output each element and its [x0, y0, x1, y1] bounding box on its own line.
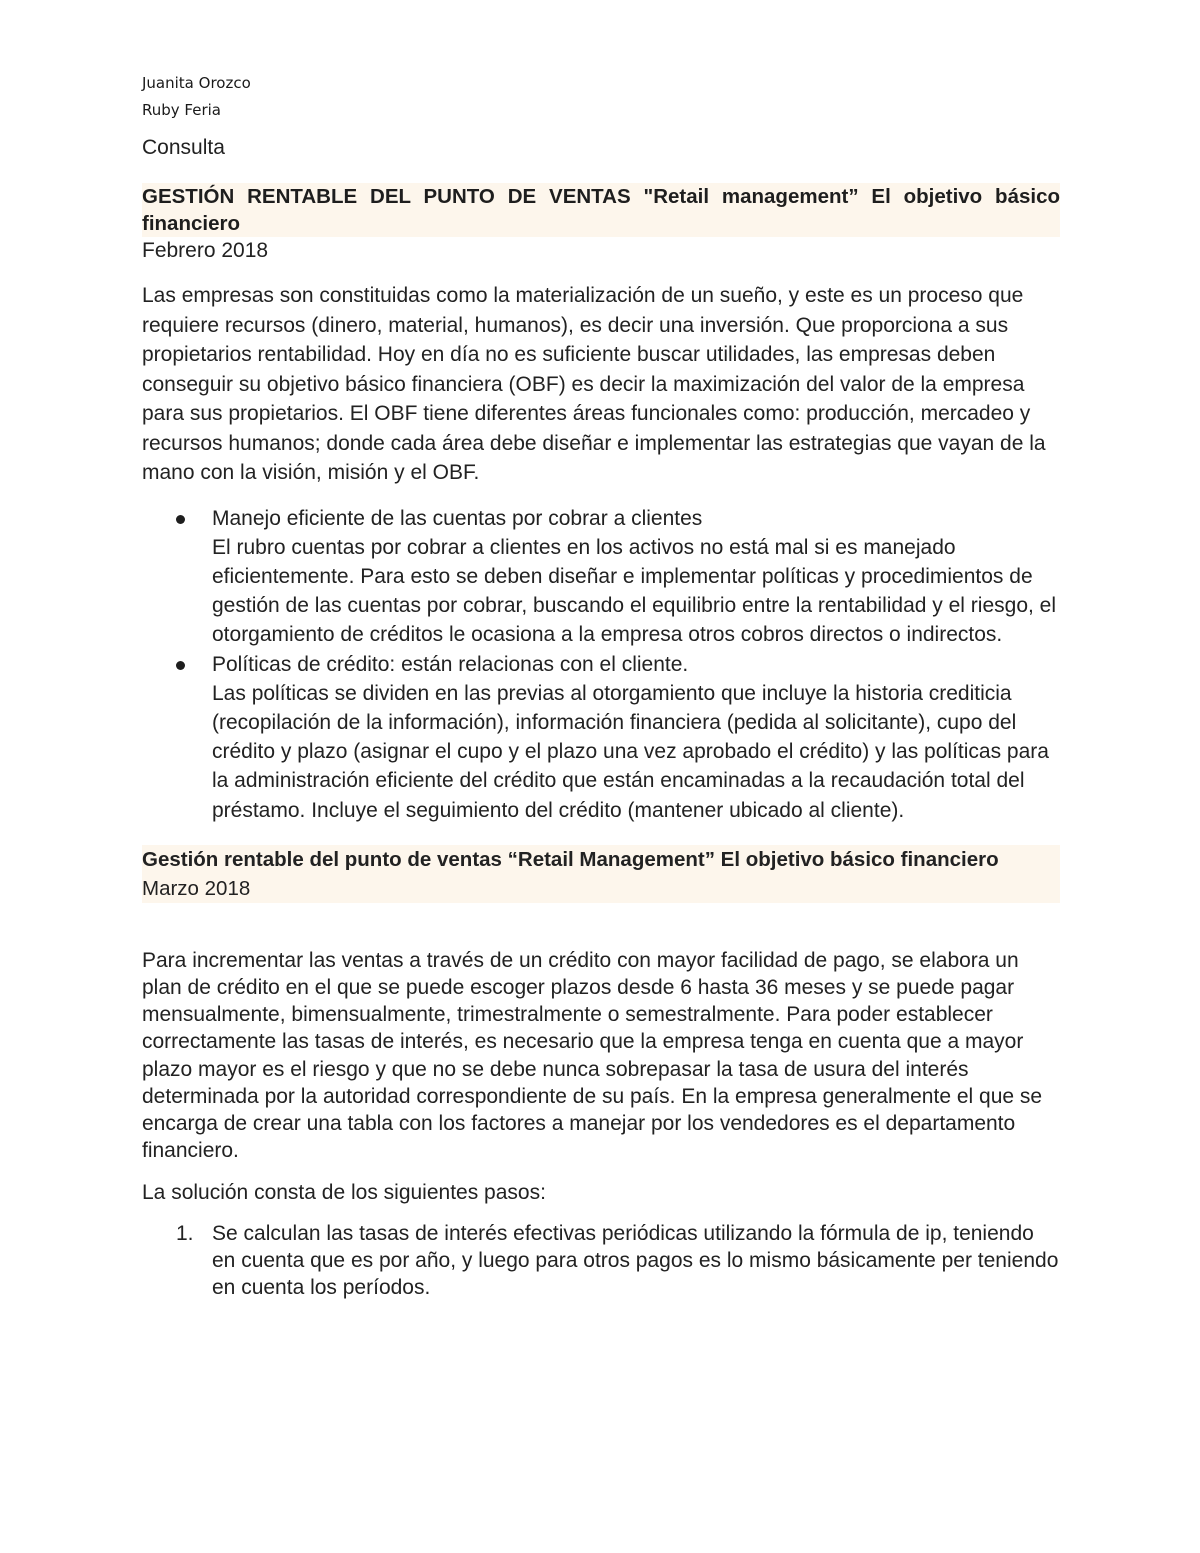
author-name: Juanita Orozco: [142, 74, 251, 92]
section-date: Marzo 2018: [142, 876, 251, 900]
list-item-text: El rubro cuentas por cobrar a clientes en los activos no está mal si es manejado eficientemente. Para esto se deben diseñar e implementar políticas y procedimientos de gestión de las cuentas por cobrar, buscando el equilibrio entre la rentabilidad y el riesgo, el otorgamiento de créditos le ocasiona a la empresa otros cobros directos o indirectos.: [212, 535, 1057, 647]
list-item: [142, 504, 1060, 650]
section-title: GESTIÓN RENTABLE DEL PUNTO DE VENTAS "Retail management” El objetivo básico financiero: [142, 185, 1060, 235]
list-item-number: 1.: [176, 1222, 194, 1246]
list-item-heading: Manejo eficiente de las cuentas por cobrar a clientes: [212, 506, 703, 530]
list-item: [142, 1220, 1060, 1301]
numbered-list: [142, 1220, 1060, 1301]
list-item-text: Las políticas se dividen en las previas al otorgamiento que incluye la historia crediticia (recopilación de la información), información financiera (pedida al solicitante), cupo del crédito y plazo (asignar el cupo y el plazo una vez aprobado el crédito) y las políticas para la administración eficiente del crédito que están encaminadas a la recaudación total del préstamo. Incluye el seguimiento del crédito (mantener ubicado al cliente).: [212, 681, 1049, 822]
list-item-heading: Políticas de crédito: están relacionas con el cliente.: [212, 652, 689, 676]
document-page: [142, 70, 1060, 1301]
body-paragraph: Las empresas son constituidas como la materialización de un sueño, y este es un proceso que requiere recursos (dinero, material, humanos), es decir una inversión. Que proporciona a sus propietarios rentabilidad. Hoy en día no es suficiente buscar utilidades, las empresas deben conseguir su objetivo básico financiera (OBF) es decir la maximización del valor de la empresa para sus propietarios. El OBF tiene diferentes áreas funcionales como: producción, mercadeo y recursos humanos; donde cada área debe diseñar e implementar las estrategias que vayan de la mano con la visión, misión y el OBF.: [142, 284, 1046, 484]
body-paragraph: Para incrementar las ventas a través de un crédito con mayor facilidad de pago, se elabora un plan de crédito en el que se puede escoger plazos desde 6 hasta 36 meses y se puede pagar mensualmente, bimensualmente, trimestralmente o semestralmente. Para poder establecer correctamente las tasas de interés, es necesario que la empresa tenga en cuenta que a mayor plazo mayor es el riesgo y que no se debe nunca sobrepasar la tasa de usura del interés determinada por la autoridad correspondiente de su país. En la empresa generalmente el que se encarga de crear una tabla con los factores a manejar por los vendedores es el departamento financiero.: [142, 948, 1043, 1163]
section-date: Febrero 2018: [142, 239, 269, 262]
bullet-icon: [176, 515, 185, 524]
section-heading: [142, 845, 1060, 903]
author-name: Ruby Feria: [142, 101, 221, 119]
steps-intro: La solución consta de los siguientes pasos:: [142, 1181, 546, 1205]
bullet-list: [142, 504, 1060, 825]
list-item: [142, 650, 1060, 825]
section-title: Gestión rentable del punto de ventas “Retail Management” El objetivo básico financiero: [142, 847, 999, 871]
bullet-icon: [176, 661, 185, 670]
list-item-text: Se calculan las tasas de interés efectivas periódicas utilizando la fórmula de ip, teniendo en cuenta que es por año, y luego para otros pagos es lo mismo básicamente per teniendo en cuenta los períodos.: [212, 1222, 1059, 1300]
document-label: Consulta: [142, 136, 225, 159]
